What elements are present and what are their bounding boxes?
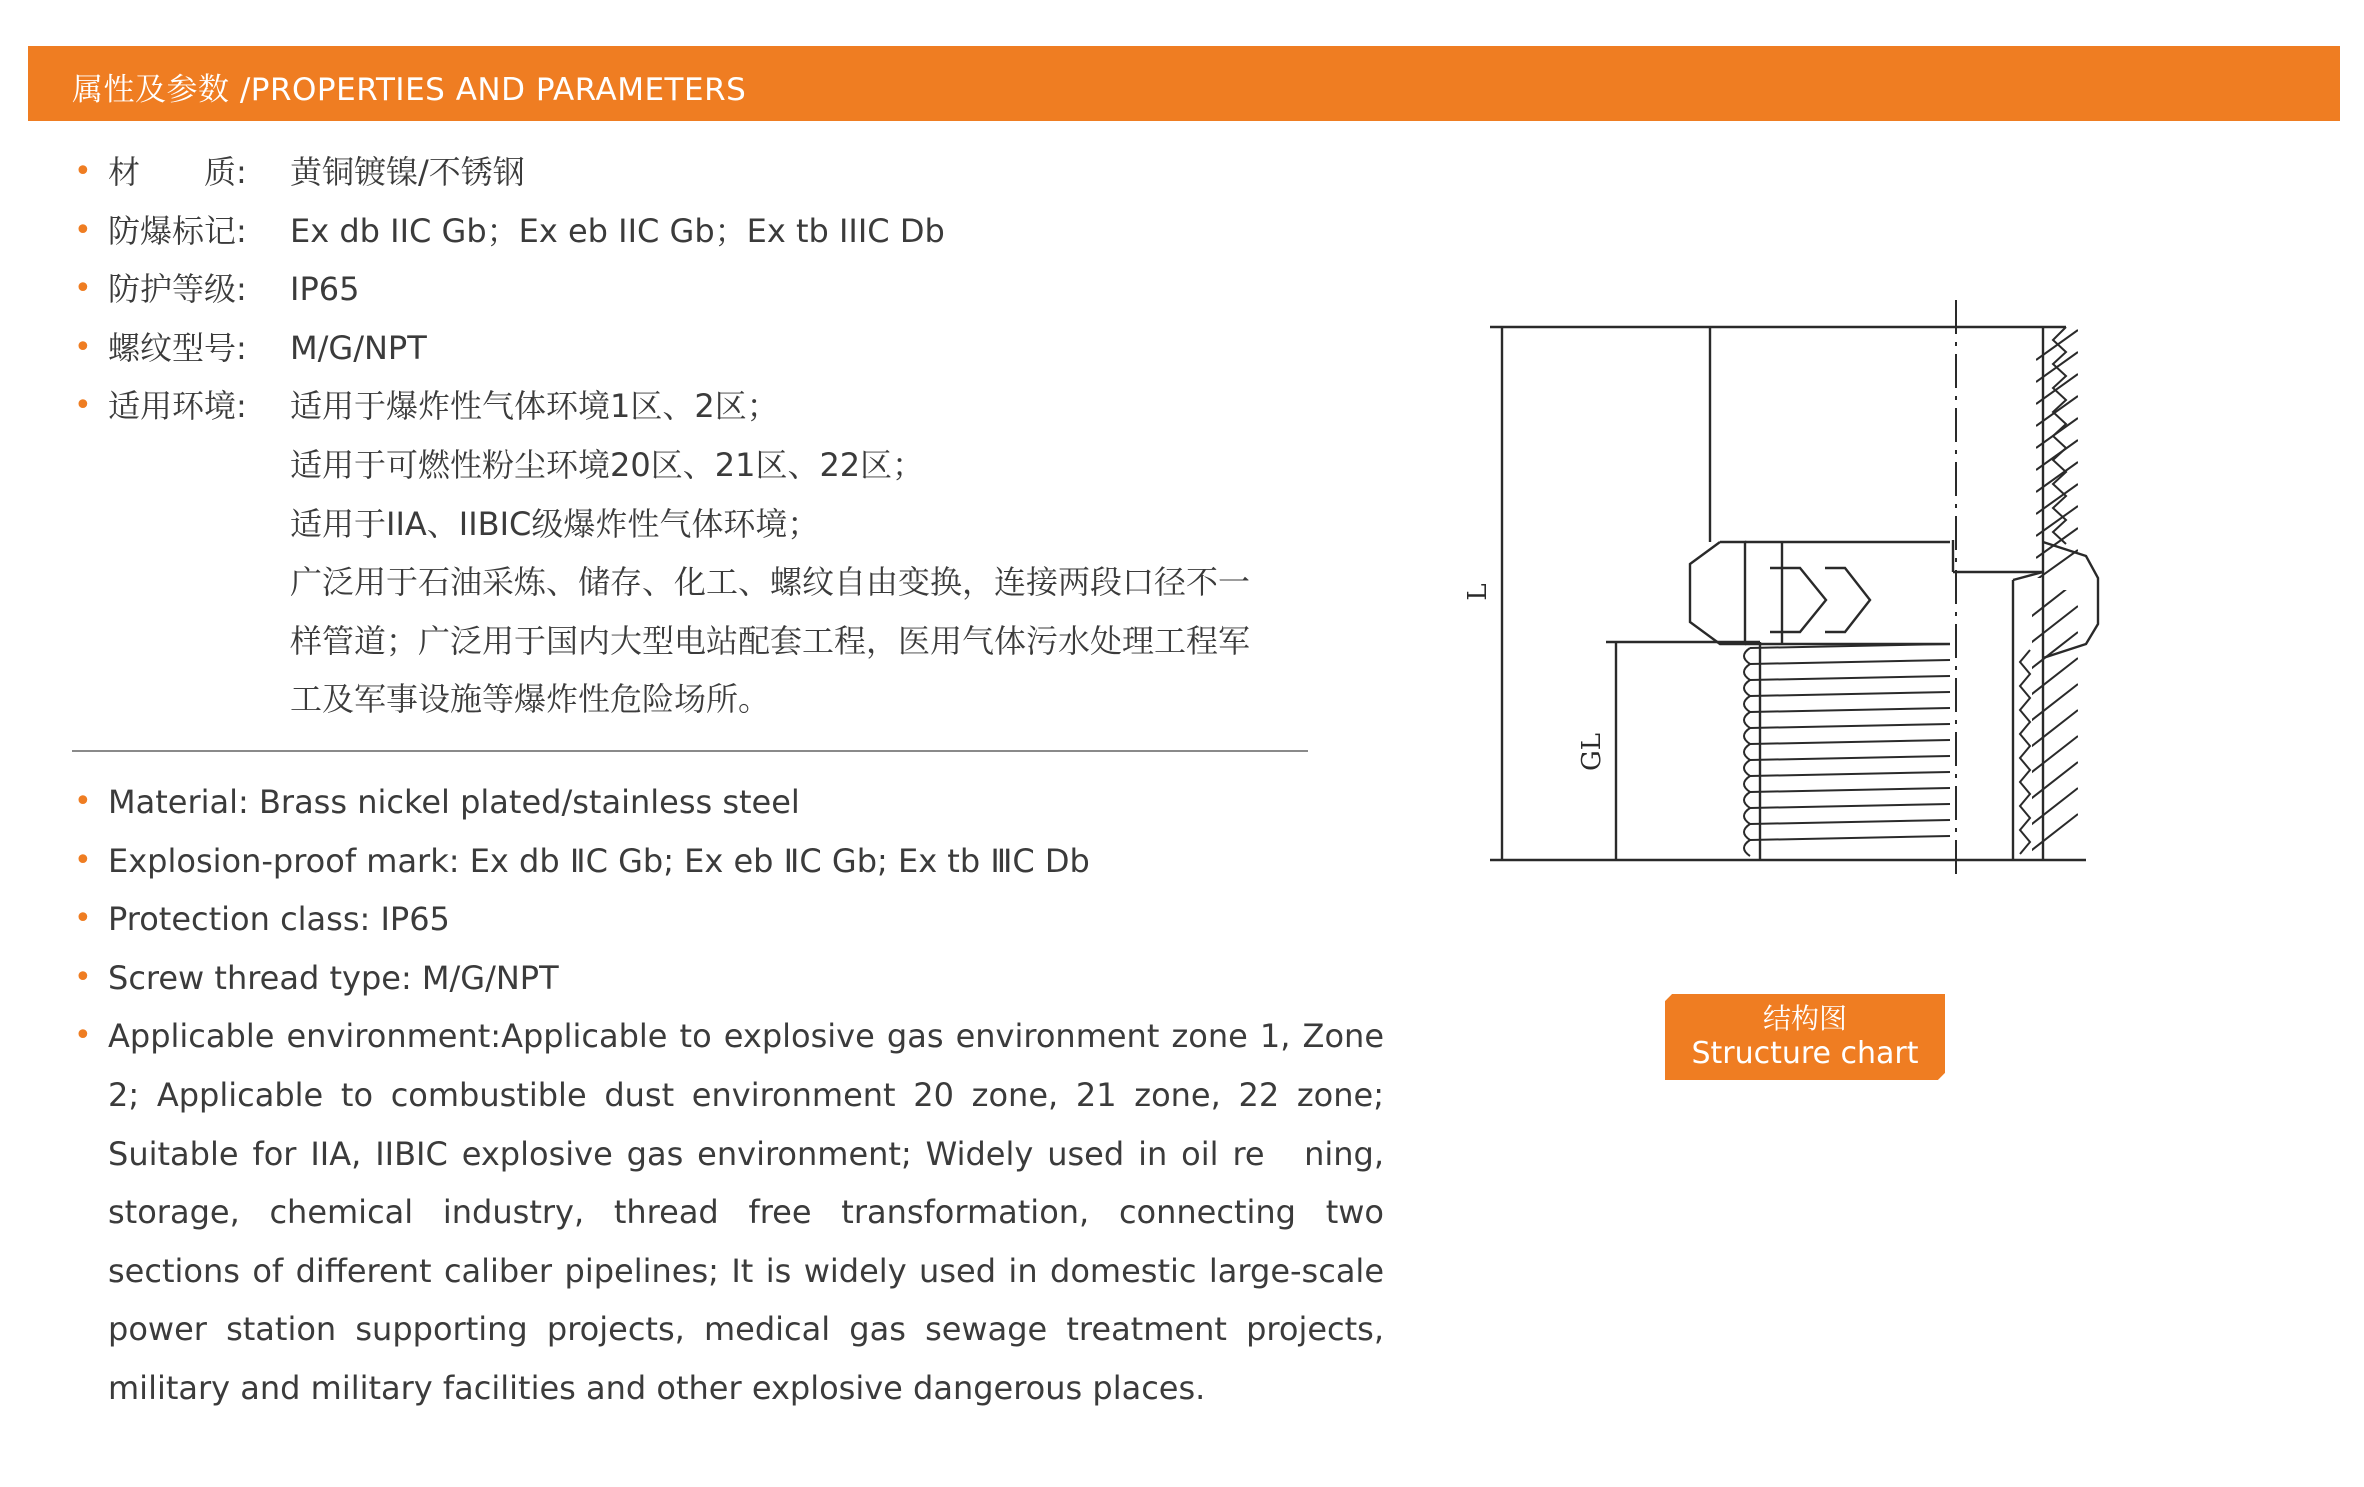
cn-value: IP65 [290, 270, 360, 309]
cn-label: 防护等级: [108, 270, 247, 309]
section-title: 属性及参数 /PROPERTIES AND PARAMETERS [72, 72, 747, 108]
en-item-explosion-mark [74, 832, 1384, 891]
en-text: Explosion-proof mark: Ex db ⅡC Gb; Ex eb ⅡC Gb; Ex tb ⅢC Db [108, 841, 1090, 880]
badge-title-en: Structure chart [1691, 1036, 1919, 1071]
cn-env-line: 适用于可燃性粉尘环境20区、21区、22区； [290, 445, 925, 484]
bullet-icon: • [74, 212, 92, 248]
cn-item-environment [74, 377, 1374, 436]
english-properties-list [74, 773, 1384, 1418]
cn-value: Ex db IIC Gb；Ex eb IIC Gb；Ex tb IIIC Db [290, 211, 945, 250]
cn-item-explosion-mark [74, 202, 1374, 261]
label-l: L [1463, 583, 1493, 601]
cn-env-line: 广泛用于石油采炼、储存、化工、螺纹自由变换，连接两段口径不一 [290, 563, 1251, 602]
bullet-icon: • [74, 271, 92, 307]
chinese-properties-list [74, 143, 1374, 729]
structure-chart-badge [1665, 994, 1945, 1080]
cn-item-material [74, 143, 1374, 202]
bullet-icon: • [74, 329, 92, 365]
bullet-icon: • [74, 901, 92, 937]
badge-title-cn: 结构图 [1762, 1002, 1847, 1035]
cn-label: 螺纹型号: [108, 328, 247, 367]
cn-env-line: 样管道；广泛用于国内大型电站配套工程，医用气体污水处理工程军 [290, 621, 1251, 660]
label-gl: GL [1577, 732, 1607, 772]
en-item-environment [74, 1007, 1384, 1417]
cn-item-thread [74, 319, 1374, 378]
cn-item-protection [74, 260, 1374, 319]
section-header-bar [28, 46, 2340, 121]
cn-env-line: 工及军事设施等爆炸性危险场所。 [290, 680, 771, 719]
cn-value: M/G/NPT [290, 328, 427, 367]
cn-value: 适用于爆炸性气体环境1区、2区； [290, 387, 779, 426]
cn-env-line: 适用于IIA、IIBIC级爆炸性气体环境； [290, 504, 820, 543]
bullet-icon: • [74, 388, 92, 424]
bullet-icon: • [74, 784, 92, 819]
bullet-icon: • [74, 959, 92, 995]
cn-label: 材 质: [108, 153, 247, 191]
cn-label: 适用环境: [108, 387, 247, 426]
en-item-thread [74, 949, 1384, 1008]
en-text: Screw thread type: M/G/NPT [108, 958, 559, 997]
bullet-icon: • [74, 154, 92, 189]
bullet-icon: • [74, 842, 92, 878]
structure-diagram [1450, 300, 2170, 880]
cn-value: 黄铜镀镍/不锈钢 [290, 153, 525, 191]
en-item-protection [74, 890, 1384, 949]
en-text: Applicable environment:Applicable to explosive gas environment zone 1, Zone 2; Applicable to combustible dust environment 20 zone, 21 zone, 22 zone; Suitable for IIA, IIBIC explosive gas environment; Widely used in oil re ning, storage, chemical industry, thread free transformation, connecting two sections of different caliber pipelines; It is widely used in domestic large-scale power station supporting projects, medical gas sewage treatment projects, military and military facilities and other explosive dangerous places. [108, 1017, 1384, 1407]
section-divider [72, 750, 1308, 752]
en-text: Protection class: IP65 [108, 900, 450, 939]
badge-corner [1938, 1073, 1952, 1087]
en-text: Material: Brass nickel plated/stainless steel [108, 783, 800, 821]
en-item-material [74, 773, 1384, 832]
cn-label: 防爆标记: [108, 211, 247, 250]
bullet-icon: • [74, 1018, 92, 1054]
